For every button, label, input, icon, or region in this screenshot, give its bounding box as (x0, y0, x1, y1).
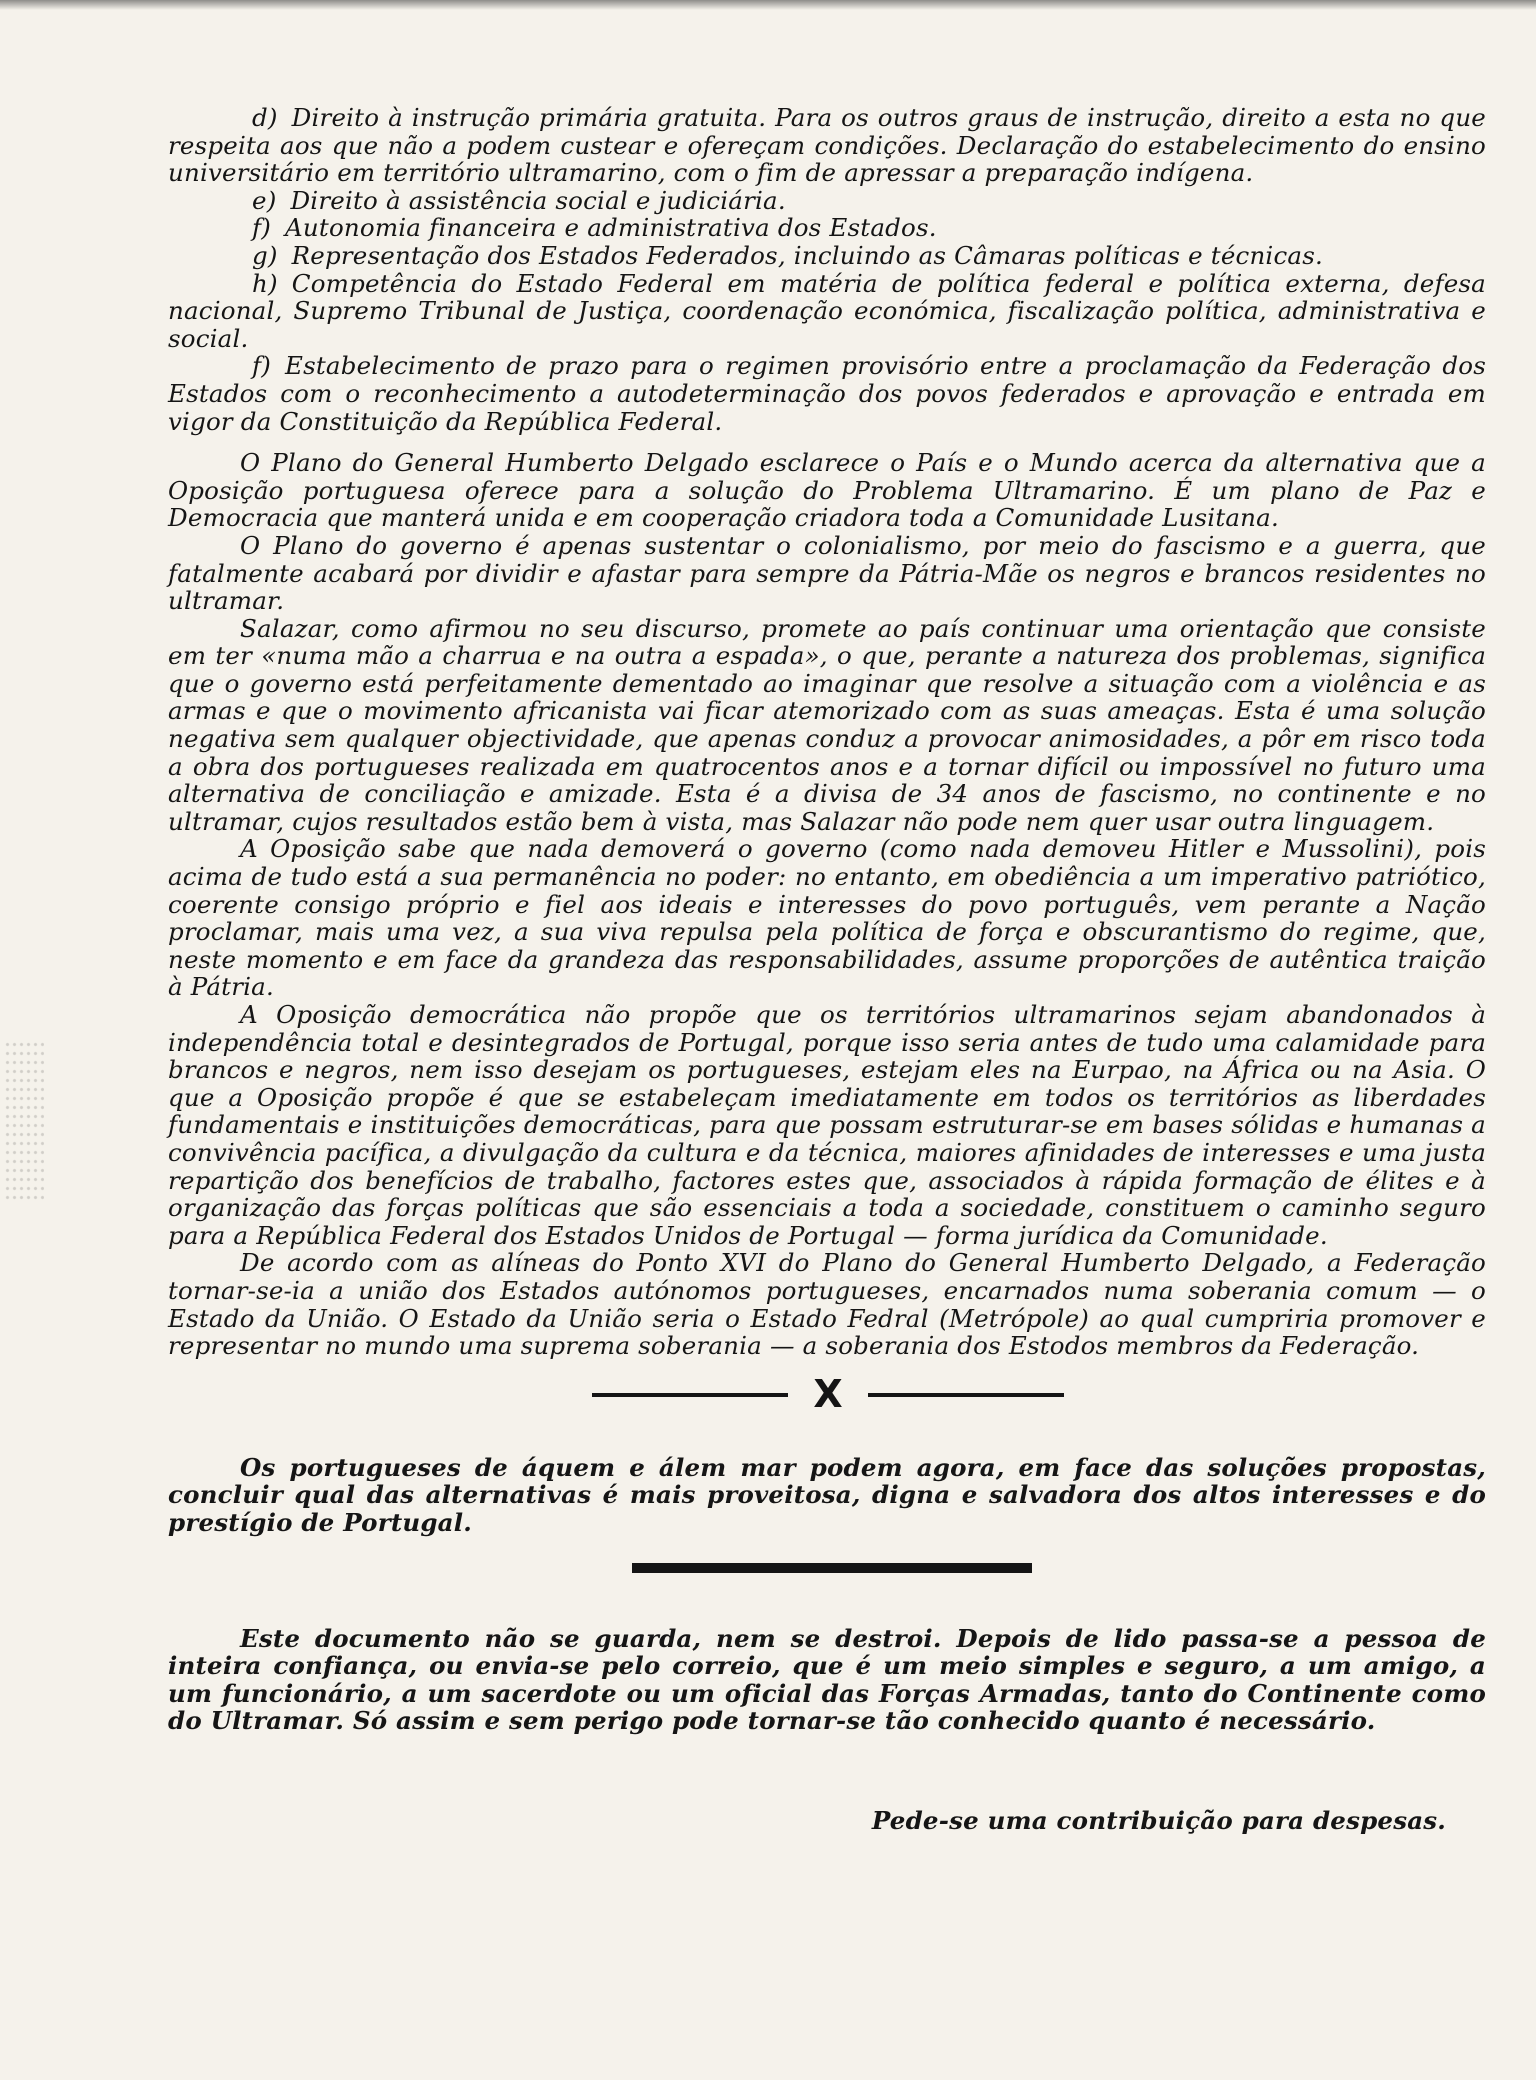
conclusion-paragraph: Os portugueses de áquem e álem mar podem agora, em face das soluções propostas, concluir qual das alternativas é mais proveitosa, digna e salvadora dos altos interesses e do prestígio de Portugal. (168, 1452, 1486, 1537)
list-item (168, 104, 1486, 187)
list-item (168, 187, 1486, 215)
body-paragraph: De acordo com as alíneas do Ponto XVI do Plano do General Humberto Delgado, a Federação tornar-se-ia a união dos Estados autónomos portugueses, encarnados numa soberania comum — o Estado da União. O Estado da União seria o Estado Fedral (Metrópole) ao qual cumpriria promover e representar no mundo uma suprema soberania — a soberania dos Estodos membros da Federação. (168, 1248, 1486, 1361)
list-item-label: h) (252, 268, 278, 298)
list-item-text: Direito à instrução primária gratuita. Para os outros graus de instrução, direito a esta no que respeita aos que não a podem custear e ofereçam condições. Declaração do estabelecimento do ensino universitário em território ultramarino, com o fim de apressar a preparação indígena. (168, 103, 1486, 188)
document-body (168, 104, 1486, 1834)
argument-paragraphs (168, 449, 1486, 1360)
section-separator (168, 1368, 1486, 1428)
list-item (168, 270, 1486, 353)
list-item-text: Representação dos Estados Federados, incluindo as Câmaras políticas e técnicas. (291, 240, 1323, 270)
list-item-text: Competência do Estado Federal em matéria de política federal e política externa, defesa nacional, Supremo Tribunal de Justiça, coordenação económica, fiscalização política, administrativa e social. (168, 268, 1486, 353)
scan-top-edge (0, 0, 1536, 10)
list-item-text: Autonomia financeira e administrativa dos Estados. (285, 213, 937, 243)
body-paragraph: A Oposição democrática não propõe que os territórios ultramarinos sejam abandonados à independência total e desintegrados de Portugal, porque isso seria antes de tudo uma calamidade para brancos e negros, nem isso desejam os portugueses, estejam eles na Eurpao, na África ou na Asia. O que a Oposição propõe é que se estabeleçam imediatamente em todos os territórios as liberdades fundamentais e instituições democráticas, para que possam estruturar-se em bases sólidas e humanas a convivência pacífica, a divulgação da cultura e da técnica, maiores afinidades de interesses e uma justa repartição dos benefícios de trabalho, factores estes que, associados à rápida formação de élites e à organização das forças políticas que são essenciais a toda a sociedade, constituem o caminho seguro para a República Federal dos Estados Unidos de Portugal — forma jurídica da Comunidade. (168, 1000, 1486, 1250)
separator-x-mark: X (813, 1371, 843, 1416)
thick-divider (632, 1563, 1032, 1573)
list-item (168, 352, 1486, 435)
separator-rule-left (592, 1393, 788, 1397)
list-item (168, 242, 1486, 270)
body-paragraph: A Oposição sabe que nada demoverá o governo (como nada demoveu Hitler e Mussolini), pois acima de tudo está a sua permanência no poder: no entanto, em obediência a um imperativo patriótico, coerente consigo próprio e fiel aos ideais e interesses do povo português, vem perante a Nação proclamar, mais uma vez, a sua viva repulsa pela política de força e obscurantismo do regime, que, neste momento e em face da grandeza das responsabilidades, assume proporções de autêntica traição à Pátria. (168, 834, 1486, 1002)
list-item-label: d) (252, 103, 278, 132)
separator-rule-right (868, 1393, 1064, 1397)
list-item-label: f) (252, 213, 272, 243)
list-item (168, 214, 1486, 242)
list-item-label: e) (252, 185, 277, 215)
scan-speckle (4, 1040, 44, 1200)
distribution-note: Este documento não se guarda, nem se destroi. Depois de lido passa-se a pessoa de inteira confiança, ou envia-se pelo correio, que é um meio simples e seguro, a um amigo, a um funcionário, a um sacerdote ou um oficial das Forças Armadas, tanto do Continente como do Ultramar. Só assim e sem perigo pode tornar-se tão conhecido quanto é necessário. (168, 1623, 1486, 1736)
closing-request: Pede-se uma contribuição para despesas. (871, 1805, 1446, 1835)
body-paragraph: O Plano do governo é apenas sustentar o colonialismo, por meio do fascismo e a guerra, que fatalmente acabará por dividir e afastar para sempre da Pátria-Mãe os negros e brancos residentes no ultramar. (168, 530, 1486, 616)
list-item-label: g) (252, 240, 278, 270)
body-paragraph: Salazar, como afirmou no seu discurso, promete ao país continuar uma orientação que consiste em ter «numa mão a charrua e na outra a espada», o que, perante a natureza dos problemas, significa que o governo está perfeitamente dementado ao imaginar que resolve a situação com a violência e as armas e que o movimento africanista vai ficar atemorizado com as suas ameaças. Esta é uma solução negativa sem qualquer objectividade, que apenas conduz a provocar animosidades, a pôr em risco toda a obra dos portugueses realizada em quatrocentos anos e a tornar difícil ou impossível no futuro uma alternativa de conciliação e amizade. Esta é a divisa de 34 anos de fascismo, no continente e no ultramar, cujos resultados estão bem à vista, mas Salazar não pode nem quer usar outra linguagem. (168, 613, 1486, 836)
body-paragraph: O Plano do General Humberto Delgado esclarece o País e o Mundo acerca da alternativa que a Oposição portuguesa oferece para a solução do Problema Ultramarino. É um plano de Paz e Democracia que manterá unida e em cooperação criadora toda a Comunidade Lusitana. (168, 448, 1486, 533)
list-item-label: f) (252, 351, 272, 381)
list-item-text: Direito à assistência social e judiciária. (290, 185, 786, 215)
federation-items-list (168, 104, 1486, 435)
list-item-text: Estabelecimento de prazo para o regimen provisório entre a proclamação da Federação dos Estados com o reconhecimento a autodeterminação dos povos federados e aprovação e entrada em vigor da Constituição da República Federal. (168, 351, 1486, 436)
